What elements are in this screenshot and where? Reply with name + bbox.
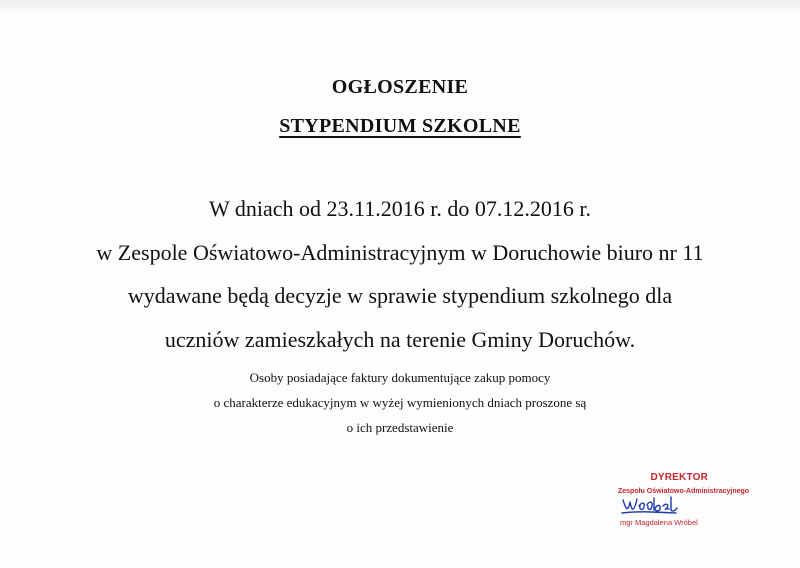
body-line-dates: W dniach od 23.11.2016 r. do 07.12.2016 r. — [209, 196, 591, 221]
subtitle-text: STYPENDIUM SZKOLNE — [279, 115, 521, 137]
note-line-educational: o charakterze edukacyjnym w wyżej wymienionych dniach proszone są — [213, 395, 587, 410]
body-line-decisions: wydawane będą decyzje w sprawie stypendium szkolnego dla — [127, 283, 673, 308]
body-line-location: w Zespole Oświatowo-Administracyjnym w Doruchowie biuro nr 11 — [96, 240, 704, 265]
handwritten-signature — [620, 492, 680, 518]
scan-shadow — [0, 0, 800, 14]
stamp-title: DYREKTOR — [650, 472, 708, 483]
stamp-organization: Zespołu Oświatowo-Administracyjnego — [618, 488, 750, 495]
note-line-presentation: o ich przedstawienie — [346, 420, 454, 435]
page-subtitle — [0, 115, 800, 138]
body-line-residents: uczniów zamieszkałych na terenie Gminy Doruchów. — [164, 327, 636, 352]
page-title: OGŁOSZENIE — [331, 76, 469, 98]
stamp-name: mgr Magdalena Wróbel — [620, 518, 698, 527]
note-line-invoices: Osoby posiadające faktury dokumentujące zakup pomocy — [249, 370, 551, 385]
